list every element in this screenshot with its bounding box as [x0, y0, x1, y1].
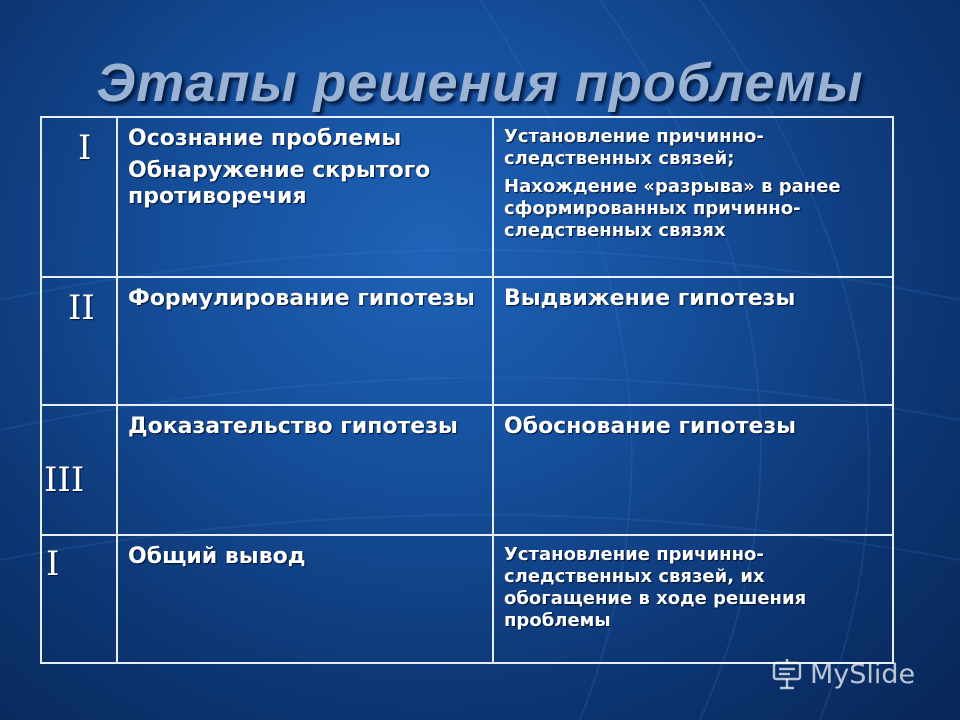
stage-description-text: Нахождение «разрыва» в ранее сформированных причинно-следственных связях — [504, 176, 841, 241]
stage-description-text: Обоснование гипотезы — [504, 414, 797, 439]
stage-action-text: Общий вывод — [128, 544, 306, 569]
stage-number: I — [78, 128, 92, 168]
slide-title: Этапы решения проблемы — [96, 53, 864, 113]
stage-number: I — [46, 544, 60, 584]
stage-description-cell — [493, 535, 893, 663]
stage-action-cell — [117, 405, 493, 535]
presentation-board-icon — [770, 657, 804, 691]
stage-action-text: Осознание проблемы — [128, 126, 402, 151]
stage-description-text: Установление причинно-следственных связей, их обогащение в ходе решения проблемы — [504, 544, 807, 631]
stage-action-text: Формулирование гипотезы — [128, 286, 475, 311]
stage-action-text: Доказательство гипотезы — [128, 414, 458, 439]
table-row — [41, 277, 893, 405]
stage-description-cell — [493, 117, 893, 277]
stage-description-cell — [493, 277, 893, 405]
table-row — [41, 117, 893, 277]
stage-number: III — [44, 460, 85, 500]
stage-action-cell — [117, 117, 493, 277]
stage-action-text: Обнаружение скрытого противоречия — [128, 158, 431, 209]
stage-number-cell — [41, 405, 117, 535]
stage-number-cell — [41, 117, 117, 277]
stage-description-text: Выдвижение гипотезы — [504, 286, 796, 311]
stages-table — [40, 116, 894, 664]
myslide-watermark — [770, 656, 915, 692]
stage-number-cell — [41, 277, 117, 405]
table-row — [41, 535, 893, 663]
watermark-text: MySlide — [810, 658, 916, 690]
stage-number-cell — [41, 535, 117, 663]
stage-action-cell — [117, 277, 493, 405]
table-row — [41, 405, 893, 535]
stage-action-cell — [117, 535, 493, 663]
stage-description-text: Установление причинно-следственных связей; — [504, 126, 764, 169]
stage-description-cell — [493, 405, 893, 535]
stage-number: II — [68, 288, 95, 328]
